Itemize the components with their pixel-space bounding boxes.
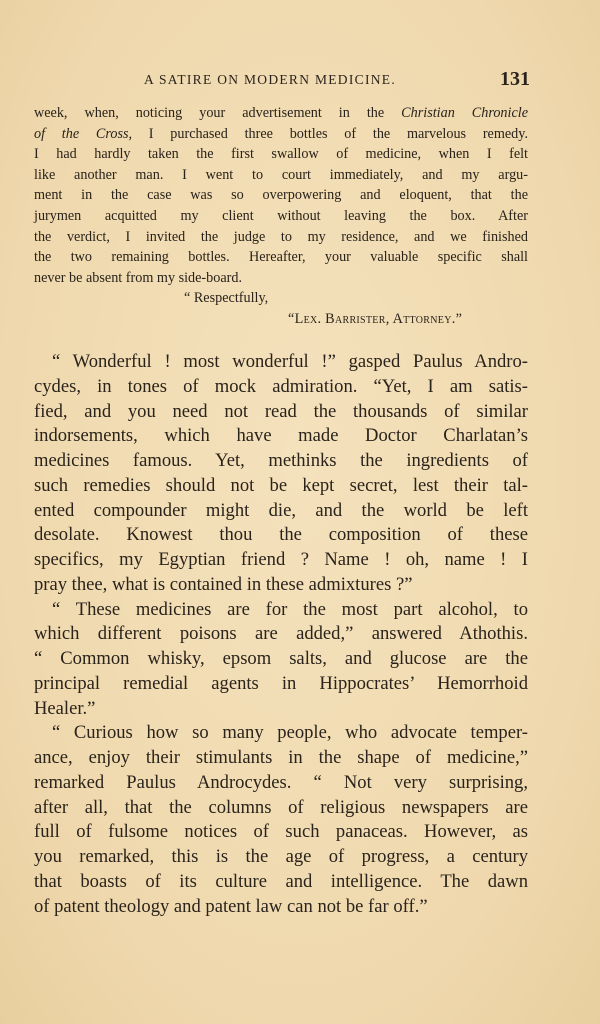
letter-line: ment in the case was so overpowering and eloquent, that the: [34, 187, 528, 204]
body-text: [34, 350, 528, 919]
body-line: principal remedial agents in Hippocrates’ Hemorrhoid: [34, 672, 528, 694]
letter-quote: [34, 103, 528, 330]
body-line: such remedies should not be kept secret, lest their tal-: [34, 474, 528, 496]
body-line: desolate. Knowest thou the composition of these: [34, 524, 528, 546]
page-number: 131: [500, 68, 530, 90]
running-title: A SATIRE ON MODERN MEDICINE.: [144, 72, 397, 87]
letter-signature: “Lex. Barrister, Attorney.”: [288, 310, 463, 327]
body-line: fied, and you need not read the thousands of similar: [34, 400, 528, 422]
body-line: specifics, my Egyptian friend ? Name ! oh, name ! I: [34, 549, 528, 570]
body-line: you remarked, this is the age of progress, a century: [34, 846, 528, 867]
body-line: “ Wonderful ! most wonderful !” gasped Paulus Andro-: [52, 351, 528, 372]
letter-line: I had hardly taken the first swallow of medicine, when I felt: [34, 146, 528, 163]
letter-line: week, when, noticing your advertisement in the Christian Chronicle: [34, 105, 528, 121]
body-line: which different poisons are added,” answered Athothis.: [34, 623, 528, 645]
body-line: cydes, in tones of mock admiration. “Yet, I am satis-: [34, 375, 528, 397]
body-line: Healer.”: [34, 697, 96, 719]
letter-line: like another man. I went to court immediately, and my argu-: [34, 166, 528, 183]
body-line: remarked Paulus Androcydes. “ Not very surprising,: [34, 771, 528, 793]
letter-line: the verdict, I invited the judge to my residence, and we finished: [34, 228, 528, 245]
body-line: after all, that the columns of religious newspapers are: [34, 796, 528, 818]
body-line: ance, enjoy their stimulants in the shape of medicine,”: [34, 747, 528, 768]
letter-line: the two remaining bottles. Hereafter, your valuable specific shall: [34, 249, 528, 266]
body-line: medicines famous. Yet, methinks the ingredients of: [34, 450, 528, 471]
body-line: of patent theology and patent law can not be far off.”: [34, 895, 428, 917]
body-line: pray thee, what is contained in these admixtures ?”: [34, 573, 413, 595]
letter-closing: “ Respectfully,: [184, 290, 269, 307]
letter-line: jurymen acquitted my client without leaving the box. After: [34, 207, 528, 224]
body-line: “ These medicines are for the most part alcohol, to: [52, 598, 528, 620]
letter-line: never be absent from my side-board.: [34, 269, 243, 286]
body-line: full of fulsome notices of such panaceas. However, as: [34, 821, 528, 843]
body-line: “ Common whisky, epsom salts, and glucose are the: [34, 648, 528, 669]
body-line: “ Curious how so many people, who advocate temper-: [52, 722, 528, 744]
running-head: [34, 68, 530, 92]
letter-line: of the Cross, I purchased three bottles of the marvelous remedy.: [34, 125, 528, 142]
body-line: ented compounder might die, and the world be left: [34, 499, 528, 521]
body-line: indorsements, which have made Doctor Charlatan’s: [34, 425, 528, 447]
body-line: that boasts of its culture and intelligence. The dawn: [34, 870, 528, 892]
